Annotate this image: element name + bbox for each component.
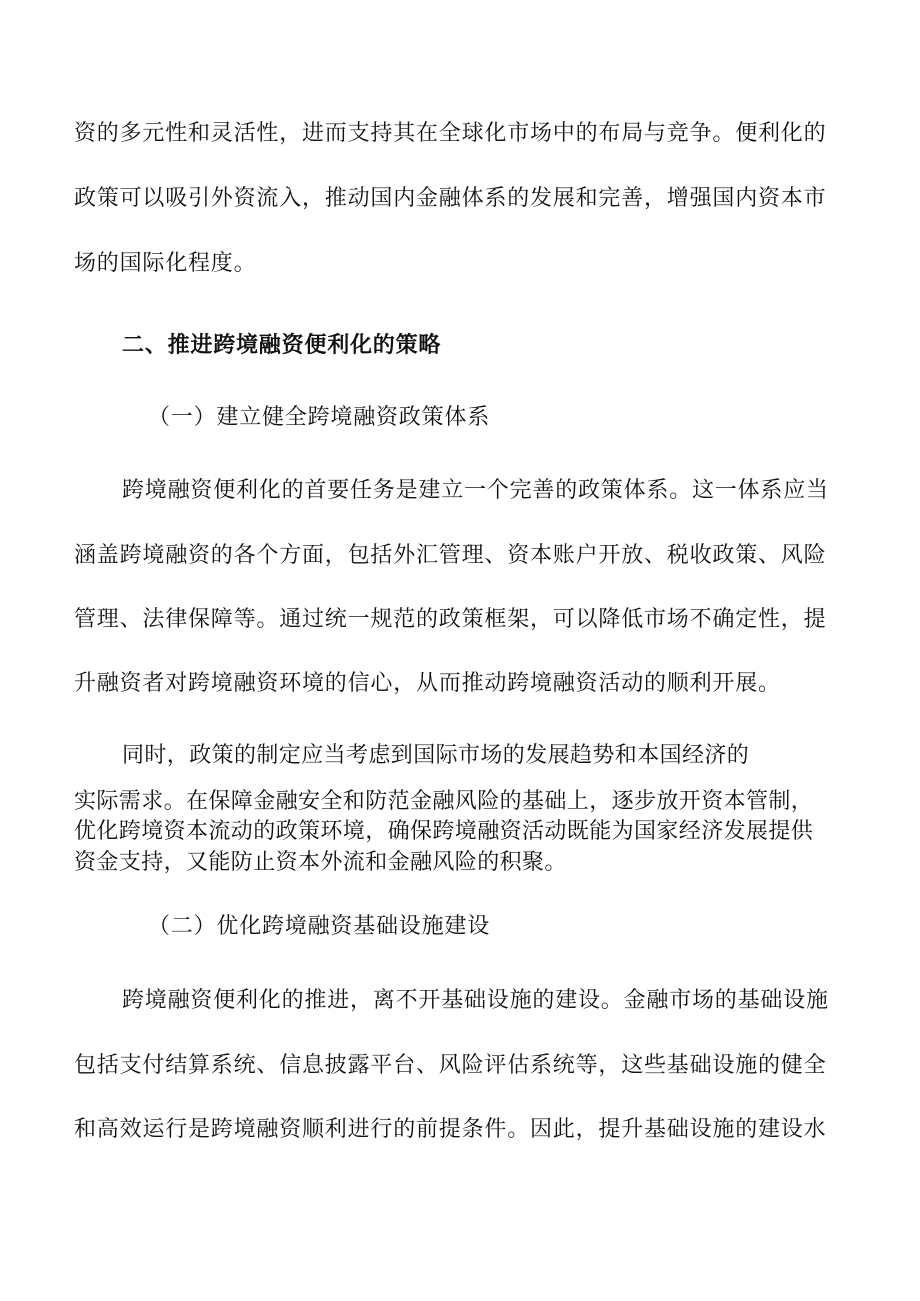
s1-p1-line-1: 跨境融资便利化的首要任务是建立一个完善的政策体系。这一体系应当 (122, 478, 829, 503)
subsection-2-heading: （二）优化跨境融资基础设施建设 (148, 914, 491, 939)
s1-p1-line-2: 涵盖跨境融资的各个方面，包括外汇管理、资本账户开放、税收政策、风险 (74, 543, 827, 568)
s1-p2-line-1: 同时，政策的制定应当考虑到国际市场的发展趋势和本国经济的 (122, 743, 750, 768)
s1-p2-line-4: 资金支持，又能防止资本外流和金融风险的积聚。 (74, 850, 567, 875)
subsection-1-heading: （一）建立健全跨境融资政策体系 (148, 405, 491, 430)
s2-p1-line-2: 包括支付结算系统、信息披露平台、风险评估系统等，这些基础设施的健全 (74, 1053, 827, 1078)
s1-p2-line-2: 实际需求。在保障金融安全和防范金融风险的基础上，逐步放开资本管制， (74, 789, 814, 814)
intro-line-1: 资的多元性和灵活性，进而支持其在全球化市场中的布局与竞争。便利化的 (74, 121, 827, 146)
s2-p1-line-3: 和高效运行是跨境融资顺利进行的前提条件。因此，提升基础设施的建设水 (74, 1117, 827, 1142)
s1-p2-line-3: 优化跨境资本流动的政策环境，确保跨境融资活动既能为国家经济发展提供 (74, 819, 814, 844)
intro-line-2: 政策可以吸引外资流入，推动国内金融体系的发展和完善，增强国内资本市 (74, 186, 827, 211)
s1-p1-line-3: 管理、法律保障等。通过统一规范的政策框架，可以降低市场不确定性，提 (74, 607, 827, 632)
s2-p1-line-1: 跨境融资便利化的推进，离不开基础设施的建设。金融市场的基础设施 (122, 988, 829, 1013)
section-heading: 二、推进跨境融资便利化的策略 (122, 333, 442, 358)
s1-p1-line-4: 升融资者对跨境融资环境的信心，从而推动跨境融资活动的顺利开展。 (74, 671, 781, 696)
intro-line-3: 场的国际化程度。 (74, 251, 257, 276)
